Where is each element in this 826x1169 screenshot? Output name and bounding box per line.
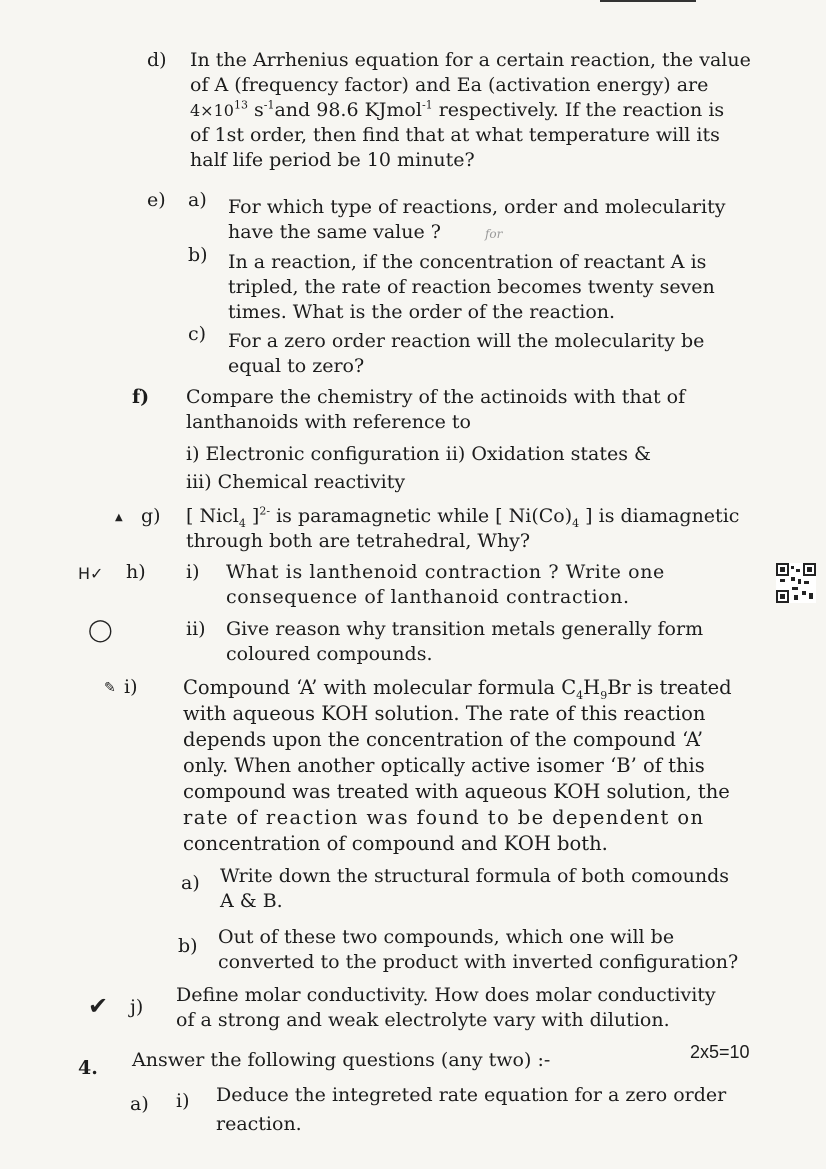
tick-mark-icon: ✔: [88, 992, 109, 1020]
q-f-label: f): [132, 386, 150, 408]
q-d-text: In the Arrhenius equation for a certain reaction, the value of A (frequency factor) and Ea (activation energy) are $4\times 10^{13}$ $s^{-1}and$ 98.6 KJmol$^{-1}$ respectively. If the reaction is of 1st order, then find that at what temperature will its half life period be 10 minute?: [190, 49, 751, 171]
q-i-b-label: b): [178, 935, 198, 957]
q-e-c-text: For a zero order reaction will the molecularity be equal to zero?: [228, 330, 705, 377]
star-mark: ▲: [115, 512, 123, 523]
section4-heading: Answer the following questions (any two) :-: [132, 1049, 551, 1071]
section4-a-label: a): [130, 1093, 149, 1115]
q-j-label: j): [130, 996, 144, 1018]
circle-mark-icon: ◯: [88, 618, 113, 643]
q-g-label: g): [141, 505, 161, 527]
q-j-text: Define molar conductivity. How does molar conductivity of a strong and weak electrolyte vary with dilution.: [176, 984, 716, 1031]
q-e-label: e): [147, 189, 166, 211]
pen-mark-icon: ✎: [104, 680, 116, 696]
qr-code-icon: [776, 563, 816, 603]
q-h-i-label: i): [186, 561, 200, 583]
q-i-text: Compound ‘A’ with molecular formula $C_4H_9Br$ is treated with aqueous KOH solution. The rate of this reaction depends upon the concentration of the compound ‘A’ only. When another optically active isomer ‘B’ of this compound was treated with aqueous KOH solution, the rate of reaction was found to be dependent on concentration of compound and KOH both.: [183, 676, 732, 855]
top-rule: [600, 0, 696, 2]
q-h-label: h): [126, 561, 146, 583]
q-e-a-label: a): [188, 189, 207, 211]
q-e-c-label: c): [188, 323, 207, 345]
q-h-ii-text: Give reason why transition metals generally form coloured compounds.: [226, 618, 704, 665]
section4-marks: 2x5=10: [690, 1042, 750, 1062]
q-f-text: Compare the chemistry of the actinoids with that of lanthanoids with reference to i) Electronic configuration ii) Oxidation states & iii) Chemical reactivity: [186, 386, 686, 493]
q-e-a-text: For which type of reactions, order and molecularity have the same value ? for: [228, 196, 726, 243]
q-h-i-text: What is lanthenoid contraction ? Write one consequence of lanthanoid contraction.: [226, 561, 665, 608]
section4-a-text: Deduce the integreted rate equation for a zero order reaction.: [216, 1084, 727, 1135]
q-e-b-label: b): [188, 244, 208, 266]
q-d-label: d): [147, 49, 167, 71]
pen-mark-icon: H✓: [78, 564, 104, 583]
q-i-label: i): [124, 676, 138, 698]
q-h-ii-label: ii): [186, 618, 206, 640]
q-g-text: [ Nicl$_4$ ]$^{2-}$ is paramagnetic while [ $Ni(Co)_4$ ] is diamagnetic through both are tetrahedral, Why?: [186, 504, 740, 552]
q-i-a-label: a): [181, 872, 200, 894]
q-e-b-text: In a reaction, if the concentration of reactant A is tripled, the rate of reaction becomes twenty seven times. What is the order of the reaction.: [228, 251, 715, 323]
q-i-a-text: Write down the structural formula of both comounds A & B.: [220, 865, 729, 912]
handwritten-note: for: [484, 227, 503, 241]
section4-number: 4.: [78, 1057, 98, 1079]
q-i-b-text: Out of these two compounds, which one will be converted to the product with inverted configuration?: [218, 926, 739, 973]
section4-i-label: i): [176, 1090, 190, 1112]
